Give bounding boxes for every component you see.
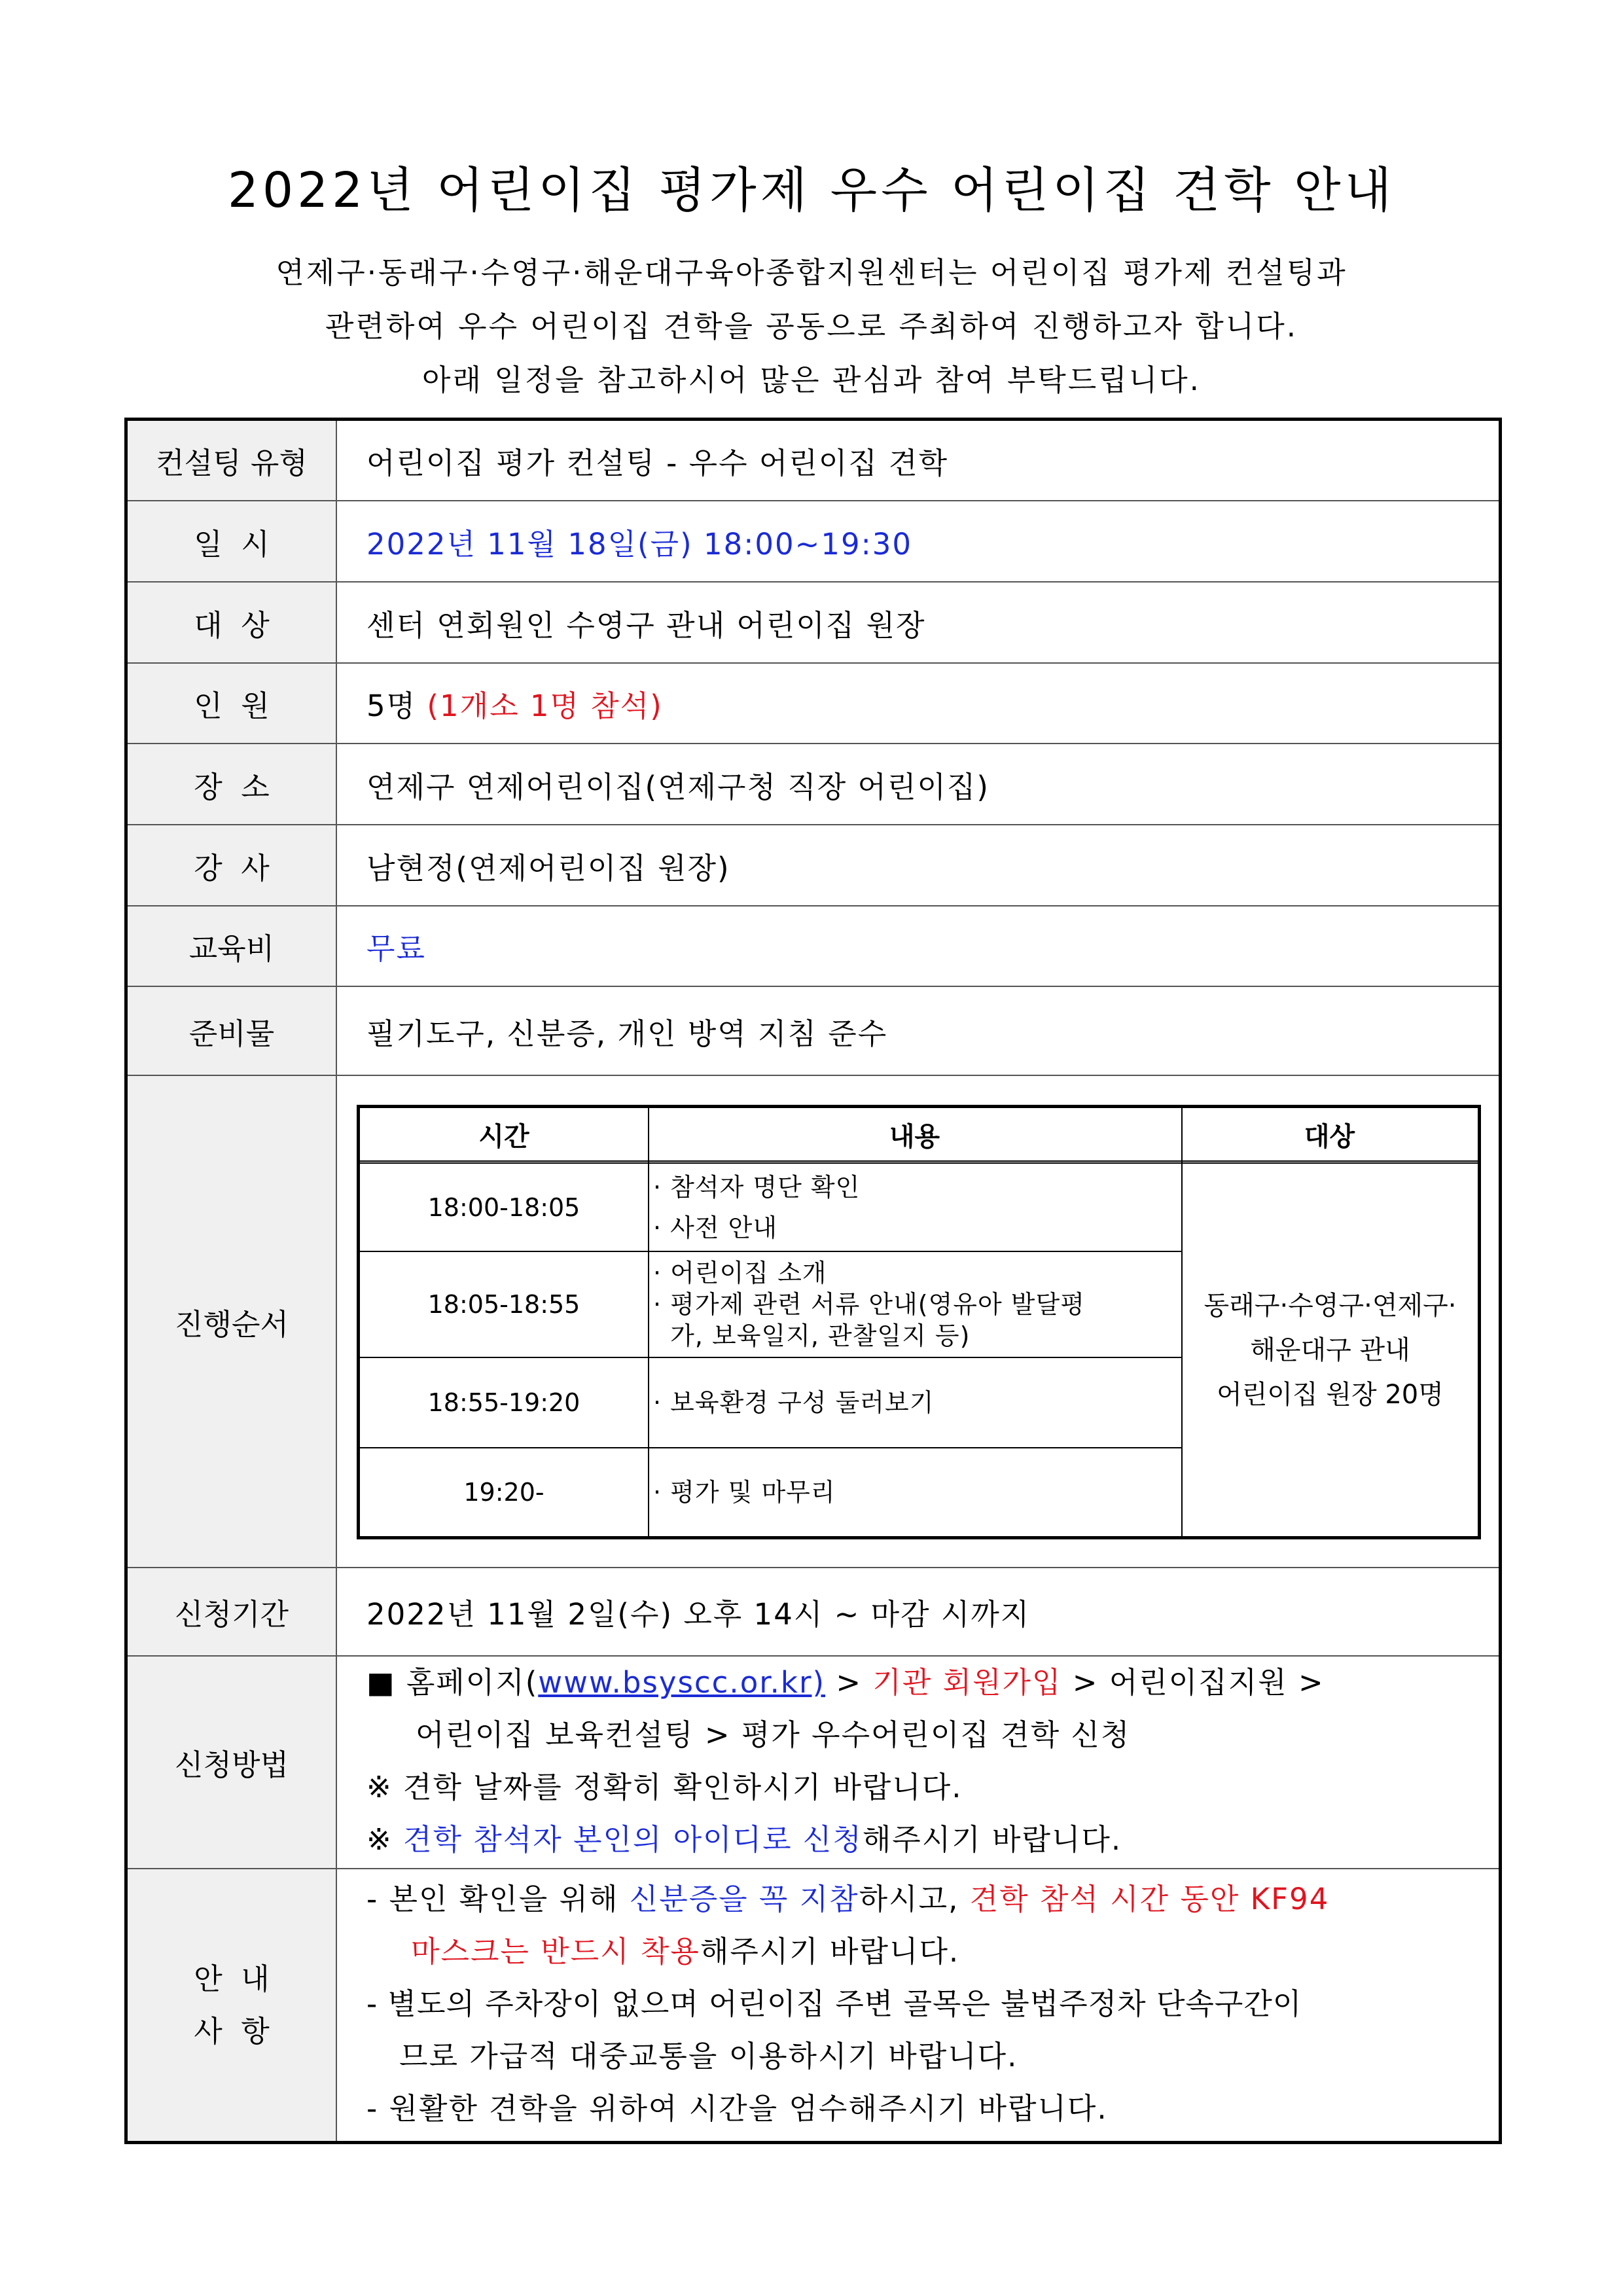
method-line-4: ※ 견학 참석자 본인의 아이디로 신청해주시기 바랍니다.: [366, 1822, 1122, 1857]
label-period: 신청기간: [128, 1568, 337, 1655]
method-line-1: ■ 홈페이지(www.bsyscc.or.kr) > 기관 회원가입 > 어린이집지원 >: [366, 1665, 1325, 1700]
row-fee: [128, 906, 1499, 987]
value-place: 연제구 연제어린이집(연제구청 직장 어린이집): [366, 769, 990, 804]
count-number: 5명: [366, 689, 417, 723]
label-lecturer: 강 사: [128, 825, 337, 905]
schedule-items-2: [653, 1252, 1085, 1357]
notice-line-2: 마스크는 반드시 착용해주시기 바랍니다.: [411, 1934, 960, 1969]
schedule-item: · 사전 안내: [653, 1213, 778, 1242]
row-schedule: [128, 1076, 1499, 1568]
row-count: [128, 664, 1499, 744]
schedule-item: · 평가 및 마무리: [653, 1478, 836, 1507]
row-lecturer: [128, 825, 1499, 906]
schedule-items-1: [653, 1164, 860, 1251]
schedule-target-line: 어린이집 원장 20명: [1217, 1380, 1444, 1410]
schedule-target-line: 해운대구 관내: [1250, 1335, 1410, 1365]
row-place: [128, 744, 1499, 825]
schedule-time-4: 19:20-: [463, 1478, 544, 1507]
label-schedule: 진행순서: [128, 1076, 337, 1567]
homepage-link[interactable]: www.bsyscc.or.kr): [538, 1665, 826, 1700]
label-count: 인 원: [128, 664, 337, 743]
value-lecturer: 남현정(연제어린이집 원장): [366, 850, 730, 886]
schedule-header-target: 대상: [1304, 1121, 1355, 1152]
notice-line-1: - 본인 확인을 위해 신분증을 꼭 지참하시고, 견학 참석 시간 동안 KF94: [366, 1882, 1330, 1916]
schedule-target-line: 동래구·수영구·연제구·: [1204, 1291, 1457, 1321]
notice-line-4: 므로 가급적 대중교통을 이용하시기 바랍니다.: [399, 2039, 1018, 2073]
value-fee: 무료: [366, 931, 426, 966]
method-line-3: ※ 견학 날짜를 정확히 확인하시기 바랍니다.: [366, 1770, 963, 1804]
schedule-item: · 어린이집 소개: [653, 1259, 827, 1287]
schedule-table: [357, 1105, 1481, 1539]
page-title: 2022년 어린이집 평가제 우수 어린이집 견학 안내: [227, 162, 1396, 219]
method-content: [366, 1657, 1325, 1866]
schedule-items-3: [653, 1358, 934, 1447]
schedule-time-3: 18:55-19:20: [427, 1388, 580, 1417]
row-consulting-type: [128, 421, 1499, 501]
intro-line-2: 관련하여 우수 어린이집 견학을 공동으로 주최하여 진행하고자 합니다.: [325, 309, 1298, 344]
label-date: 일 시: [128, 501, 337, 581]
row-notice: [128, 1869, 1499, 2141]
label-target: 대 상: [128, 583, 337, 662]
row-method: [128, 1657, 1499, 1869]
row-period: [128, 1568, 1499, 1657]
schedule-items-4: [653, 1448, 836, 1536]
schedule-time-2: 18:05-18:55: [427, 1290, 580, 1319]
schedule-item: · 평가제 관련 서류 안내(영유아 발달평: [653, 1290, 1085, 1319]
schedule-header-time: 시간: [360, 1108, 649, 1160]
value-count: [366, 664, 663, 743]
notice-content: [366, 1873, 1329, 2135]
label-consulting-type: 컨설팅 유형: [128, 421, 337, 500]
schedule-time-1: 18:00-18:05: [427, 1193, 580, 1222]
row-target: [128, 583, 1499, 664]
notice-line-5: - 원활한 견학을 위하여 시간을 엄수해주시기 바랍니다.: [366, 2091, 1108, 2126]
method-line-2: 어린이집 보육컨설팅 > 평가 우수어린이집 견학 신청: [416, 1717, 1131, 1752]
schedule-item: · 참석자 명단 확인: [653, 1173, 861, 1202]
value-consulting-type: 어린이집 평가 컨설팅 - 우수 어린이집 견학: [366, 446, 949, 480]
schedule-target: [1183, 1164, 1478, 1536]
value-supplies: 필기도구, 신분증, 개인 방역 지침 준수: [366, 1016, 888, 1051]
row-date: [128, 501, 1499, 583]
intro-line-1: 연제구·동래구·수영구·해운대구육아종합지원센터는 어린이집 평가제 컨설팅과: [276, 255, 1347, 290]
info-table: [124, 418, 1502, 2144]
count-note: (1개소 1명 참석): [427, 689, 663, 723]
label-supplies: 준비물: [128, 987, 337, 1075]
value-period: 2022년 11월 2일(수) 오후 14시 ~ 마감 시까지: [366, 1597, 1031, 1632]
value-date: 2022년 11월 18일(금) 18:00~19:30: [366, 526, 913, 562]
member-signup-text: 기관 회원가입: [872, 1665, 1062, 1700]
schedule-item: · 보육환경 구성 둘러보기: [653, 1388, 935, 1417]
notice-line-3: - 별도의 주차장이 없으며 어린이집 주변 골목은 불법주정차 단속구간이: [366, 1986, 1302, 2021]
label-notice: 안 내 사 항: [128, 1869, 337, 2141]
row-supplies: [128, 987, 1499, 1076]
value-target: 센터 연회원인 수영구 관내 어린이집 원장: [366, 607, 926, 643]
label-fee: 교육비: [128, 906, 337, 986]
schedule-item: 가, 보육일지, 관찰일지 등): [653, 1321, 971, 1350]
label-place: 장 소: [128, 744, 337, 824]
schedule-header-content: 내용: [648, 1108, 1183, 1160]
label-method: 신청방법: [128, 1657, 337, 1868]
intro-line-3: 아래 일정을 참고하시어 많은 관심과 참여 부탁드립니다.: [422, 363, 1201, 397]
